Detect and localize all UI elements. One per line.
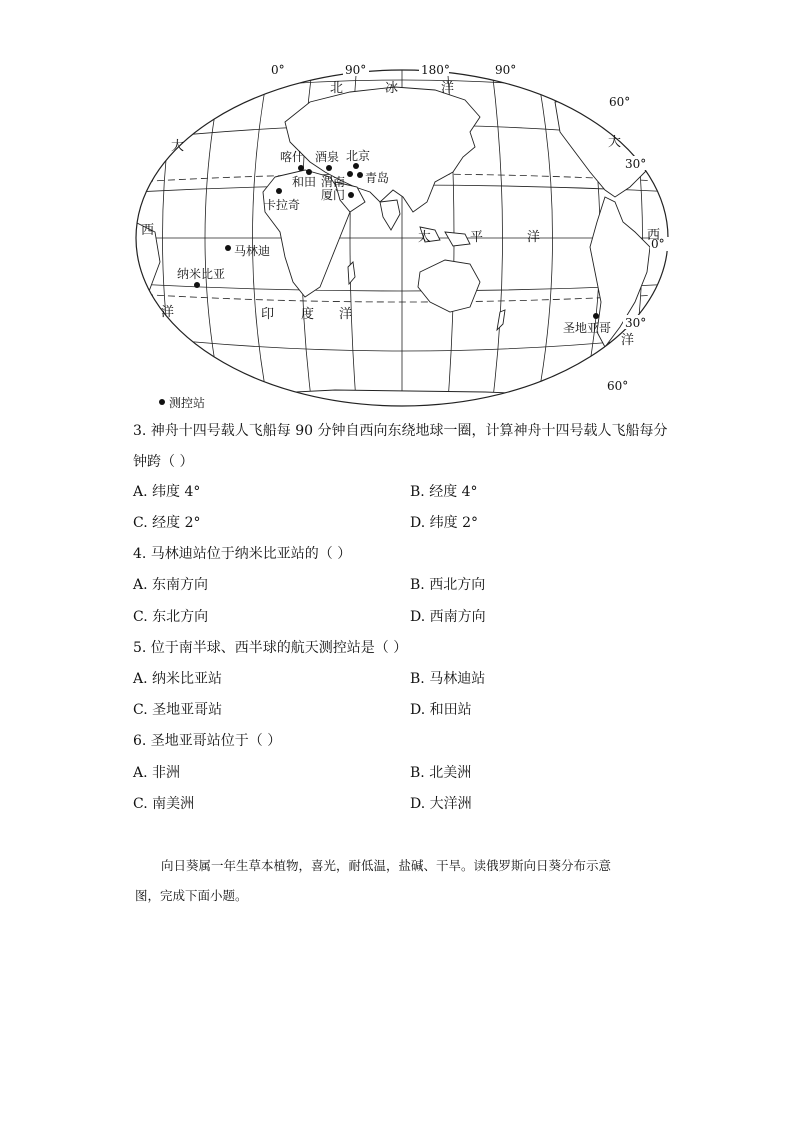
question-4-option-a[interactable]: A. 东南方向 xyxy=(133,577,209,593)
question-6-option-d[interactable]: D. 大洋洲 xyxy=(410,796,472,812)
station-dot-jiuquan xyxy=(326,165,332,171)
station-label-namibia: 纳米比亚 xyxy=(177,267,226,281)
ocean-right-3: 洋 xyxy=(621,333,635,348)
ocean-pacific-3: 洋 xyxy=(527,230,541,245)
question-4-option-b[interactable]: B. 西北方向 xyxy=(410,577,486,593)
question-3-option-b[interactable]: B. 经度 4° xyxy=(410,484,478,500)
ocean-indian-2: 度 xyxy=(301,307,315,322)
station-label-qingdao: 青岛 xyxy=(365,171,390,185)
passage-line-1-text: 向日葵属一年生草本植物，喜光，耐低温，盐碱、干旱。读俄罗斯向日葵分布示意 xyxy=(161,858,612,873)
question-5-option-a[interactable]: A. 纳米比亚站 xyxy=(133,671,223,687)
question-5-option-d[interactable]: D. 和田站 xyxy=(410,702,472,718)
station-dot-kashi xyxy=(298,165,304,171)
ocean-arctic-3: 洋 xyxy=(441,81,455,96)
question-3-option-a[interactable]: A. 纬度 4° xyxy=(133,484,201,500)
ocean-atlantic-left-1: 大 xyxy=(171,139,185,154)
station-label-hetian: 和田 xyxy=(292,175,317,189)
question-6-stem: 6. 圣地亚哥站位于（ ） xyxy=(133,733,282,749)
station-dot-beijing xyxy=(353,163,359,169)
question-3-stem-line1: 3. 神舟十四号载人飞船每 90 分钟自西向东绕地球一圈，计算神舟十四号载人飞船每分 xyxy=(133,423,668,439)
station-label-weinan: 渭南 xyxy=(321,175,346,189)
lon-label-90w: 90° xyxy=(495,63,517,77)
station-label-xiamen: 厦门 xyxy=(321,188,346,202)
question-4-option-d[interactable]: D. 西南方向 xyxy=(410,609,486,625)
station-label-karachi: 卡拉奇 xyxy=(264,198,301,212)
station-dot-qingdao xyxy=(357,172,363,178)
lon-label-0: 0° xyxy=(271,63,285,77)
lat-label-30s: 30° xyxy=(625,316,647,330)
station-label-beijing: 北京 xyxy=(346,149,371,163)
station-label-santiago: 圣地亚哥 xyxy=(563,321,612,335)
ocean-pacific-2: 平 xyxy=(470,230,484,245)
legend-dot xyxy=(159,399,165,405)
station-dot-xiamen xyxy=(348,192,354,198)
passage-line-2: 图，完成下面小题。 xyxy=(135,888,248,903)
lat-label-60n: 60° xyxy=(609,95,631,109)
station-label-jiuquan: 酒泉 xyxy=(315,150,340,164)
question-4-option-c[interactable]: C. 东北方向 xyxy=(133,609,209,625)
question-3-option-d[interactable]: D. 纬度 2° xyxy=(410,515,478,531)
question-3-stem-line2: 钟跨（ ） xyxy=(133,454,194,470)
ocean-right-1: 大 xyxy=(608,135,622,150)
lat-label-0: 0° xyxy=(651,237,665,251)
question-5-stem: 5. 位于南半球、西半球的航天测控站是（ ） xyxy=(133,640,408,656)
ocean-pacific-1: 太 xyxy=(418,230,432,245)
question-5-option-c[interactable]: C. 圣地亚哥站 xyxy=(133,702,223,718)
ocean-indian-1: 印 xyxy=(261,307,275,322)
ocean-indian-3: 洋 xyxy=(339,307,353,322)
station-label-kashi: 喀什 xyxy=(280,150,305,164)
lon-label-90e: 90° xyxy=(345,63,367,77)
station-dot-karachi xyxy=(276,188,282,194)
ocean-atlantic-left-2: 西 xyxy=(141,223,155,238)
ocean-arctic-1: 北 xyxy=(330,81,344,96)
station-dot-namibia xyxy=(194,282,200,288)
passage-line-1 xyxy=(135,856,665,876)
station-dot-malindi xyxy=(225,245,231,251)
lon-label-180: 180° xyxy=(421,63,450,77)
station-label-malindi: 马林迪 xyxy=(234,244,271,258)
station-dot-santiago xyxy=(593,313,599,319)
question-6-option-a[interactable]: A. 非洲 xyxy=(133,765,181,781)
reading-passage xyxy=(135,856,665,906)
lat-label-60s: 60° xyxy=(607,379,629,393)
question-6-option-b[interactable]: B. 北美洲 xyxy=(410,765,472,781)
question-3-option-c[interactable]: C. 经度 2° xyxy=(133,515,201,531)
question-5-option-b[interactable]: B. 马林迪站 xyxy=(410,671,486,687)
station-dot-weinan xyxy=(347,171,353,177)
ocean-atlantic-left-3: 洋 xyxy=(161,305,175,320)
legend-label: 测控站 xyxy=(169,396,206,410)
continents xyxy=(135,84,670,414)
question-6-option-c[interactable]: C. 南美洲 xyxy=(133,796,195,812)
lat-label-30n: 30° xyxy=(625,157,647,171)
map-legend xyxy=(155,393,215,410)
question-4-stem: 4. 马林迪站位于纳米比亚站的（ ） xyxy=(133,546,352,562)
ocean-right-2: 西 xyxy=(647,228,661,243)
ocean-arctic-2: 冰 xyxy=(385,81,399,96)
world-map xyxy=(135,62,675,414)
